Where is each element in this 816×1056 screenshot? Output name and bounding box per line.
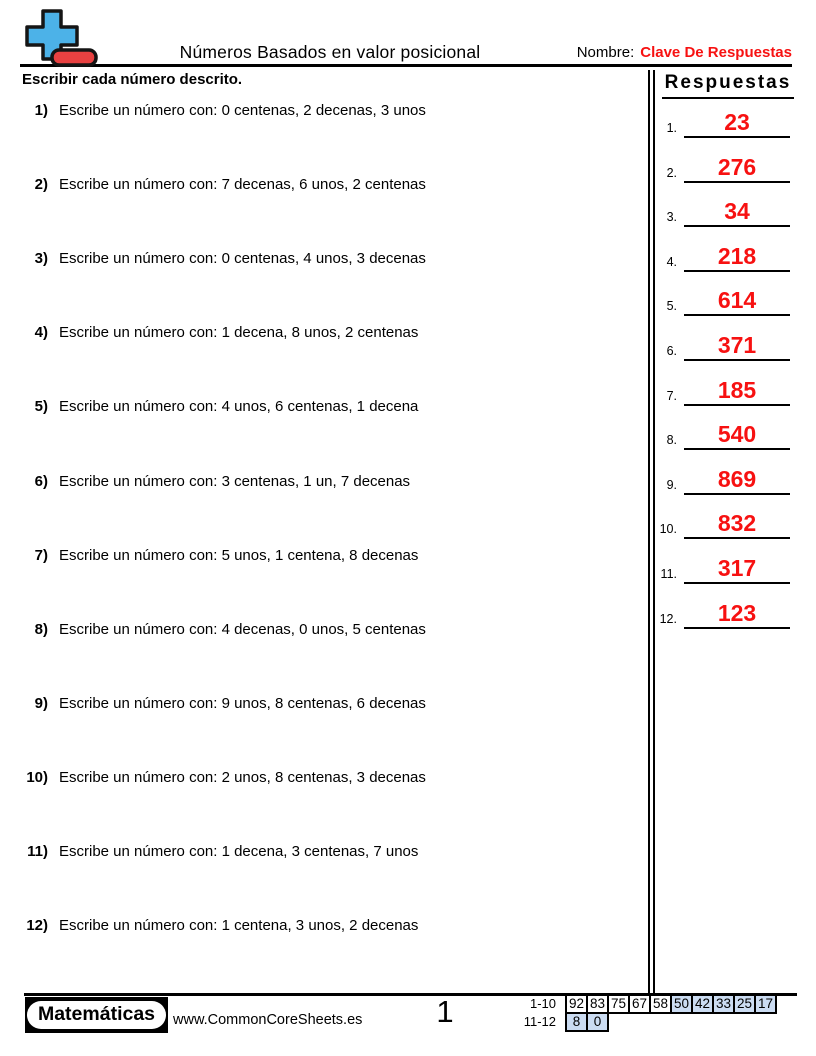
website-url: www.CommonCoreSheets.es — [173, 1012, 363, 1028]
question-row — [0, 324, 645, 341]
answer-row — [650, 412, 816, 450]
answer-row — [650, 234, 816, 272]
score-cell: 50 — [671, 995, 692, 1013]
instruction-text: Escribir cada número descrito. — [22, 71, 243, 88]
score-cell: 0 — [587, 1013, 608, 1031]
score-table — [565, 994, 777, 1032]
answer-row — [650, 501, 816, 539]
answer-row — [650, 100, 816, 138]
score-row-label-1: 1-10 — [529, 996, 556, 1011]
answer-value: 614 — [717, 287, 757, 314]
name-label: Nombre: — [576, 44, 635, 61]
question-number: 3) — [34, 250, 48, 268]
answer-row — [650, 278, 816, 316]
answer-row — [650, 145, 816, 183]
answer-blank-line — [684, 376, 790, 406]
answer-blank-line — [684, 289, 790, 316]
name-field — [577, 44, 792, 61]
question-row — [0, 843, 645, 860]
plus-minus-logo-icon — [16, 8, 102, 70]
answer-value: 123 — [717, 599, 757, 626]
score-cell: 75 — [608, 995, 629, 1013]
answer-row — [650, 591, 816, 629]
question-row — [0, 398, 645, 415]
answer-number: 3. — [666, 210, 677, 225]
question-text: Escribe un número con: 7 decenas, 6 unos, 2 centenas — [59, 176, 426, 194]
question-text: Escribe un número con: 9 unos, 8 centenas, 6 decenas — [59, 694, 426, 712]
score-cell: 17 — [755, 995, 776, 1013]
score-cell: 83 — [587, 995, 608, 1013]
answer-value: 23 — [724, 109, 750, 135]
question-row — [0, 102, 645, 119]
question-number: 1) — [34, 102, 48, 119]
score-cell: 58 — [650, 995, 671, 1013]
answer-value: 218 — [717, 242, 757, 269]
header-divider — [20, 64, 792, 67]
answer-number: 12. — [659, 611, 677, 626]
answer-blank-line — [684, 200, 790, 227]
question-number: 8) — [34, 620, 48, 638]
answer-value: 276 — [717, 153, 757, 180]
answer-value: 371 — [717, 332, 757, 358]
answer-number: 7. — [666, 388, 677, 403]
answer-number: 5. — [666, 299, 677, 314]
name-value: Clave De Respuestas — [640, 44, 792, 61]
score-cell: 25 — [734, 995, 755, 1013]
answer-number: 10. — [659, 522, 677, 537]
score-row-label-2: 11-12 — [523, 1014, 556, 1029]
answer-blank-line — [684, 153, 790, 183]
answer-number: 2. — [666, 165, 677, 180]
answers-heading: Respuestas — [653, 72, 803, 99]
answer-value: 317 — [717, 555, 757, 581]
question-row — [0, 250, 645, 267]
subject-badge-label: Matemáticas — [27, 1001, 166, 1030]
answer-number: 9. — [666, 477, 677, 492]
question-number: 4) — [34, 324, 48, 342]
answer-number: 8. — [666, 433, 677, 448]
question-text: Escribe un número con: 5 unos, 1 centena, 8 decenas — [59, 546, 419, 564]
answers-list — [650, 100, 816, 660]
answer-blank-line — [684, 334, 790, 361]
question-number: 6) — [34, 472, 48, 490]
score-table-row — [566, 995, 776, 1013]
question-number: 11) — [27, 843, 48, 860]
score-cell: 92 — [566, 995, 587, 1013]
question-number: 5) — [34, 398, 48, 416]
subject-badge — [25, 997, 168, 1033]
question-row — [0, 695, 645, 712]
question-row — [0, 621, 645, 638]
question-row — [0, 176, 645, 193]
answer-number: 6. — [666, 344, 677, 358]
answer-blank-line — [684, 557, 790, 584]
question-text: Escribe un número con: 1 decena, 3 centenas, 7 unos — [59, 843, 419, 860]
page-number: 1 — [436, 994, 454, 1029]
question-row — [0, 473, 645, 490]
score-cell: 67 — [629, 995, 650, 1013]
score-table-spacer — [608, 1013, 776, 1031]
score-cell: 8 — [566, 1013, 587, 1031]
answer-value: 185 — [717, 376, 757, 403]
score-table-row — [566, 1013, 776, 1031]
answer-value: 869 — [717, 465, 757, 492]
answer-number: 4. — [666, 254, 677, 269]
answer-value: 540 — [717, 421, 757, 448]
answer-blank-line — [684, 423, 790, 450]
answer-blank-line — [684, 512, 790, 539]
answer-row — [650, 368, 816, 406]
question-number: 9) — [34, 694, 48, 712]
question-text: Escribe un número con: 4 decenas, 0 unos, 5 centenas — [59, 620, 426, 638]
score-cell: 33 — [713, 995, 734, 1013]
answer-blank-line — [684, 242, 790, 272]
question-text: Escribe un número con: 2 unos, 8 centenas, 3 decenas — [59, 768, 426, 786]
question-text: Escribe un número con: 0 centenas, 2 decenas, 3 unos — [59, 102, 426, 119]
question-row — [0, 547, 645, 564]
question-text: Escribe un número con: 1 decena, 8 unos, 2 centenas — [59, 324, 419, 342]
answer-blank-line — [684, 599, 790, 629]
page-title: Números Basados en valor posicional — [179, 42, 481, 62]
question-row — [0, 917, 645, 934]
answer-row — [650, 189, 816, 227]
answer-row — [650, 546, 816, 584]
answer-value: 34 — [724, 198, 750, 225]
question-text: Escribe un número con: 4 unos, 6 centenas, 1 decena — [59, 398, 419, 416]
question-text: Escribe un número con: 0 centenas, 4 unos, 3 decenas — [59, 250, 426, 268]
answer-blank-line — [684, 111, 790, 138]
answer-number: 1. — [666, 121, 677, 135]
answer-number: 11. — [660, 567, 677, 581]
score-cell: 42 — [692, 995, 713, 1013]
question-number: 2) — [34, 176, 48, 194]
question-number: 10) — [26, 768, 48, 786]
answer-row — [650, 457, 816, 495]
answer-blank-line — [684, 465, 790, 495]
question-number: 12) — [26, 917, 48, 935]
question-number: 7) — [34, 546, 48, 564]
question-text: Escribe un número con: 1 centena, 3 unos, 2 decenas — [59, 917, 419, 935]
answer-row — [650, 323, 816, 361]
question-text: Escribe un número con: 3 centenas, 1 un, 7 decenas — [59, 472, 411, 490]
question-row — [0, 769, 645, 786]
answer-value: 832 — [717, 510, 757, 537]
